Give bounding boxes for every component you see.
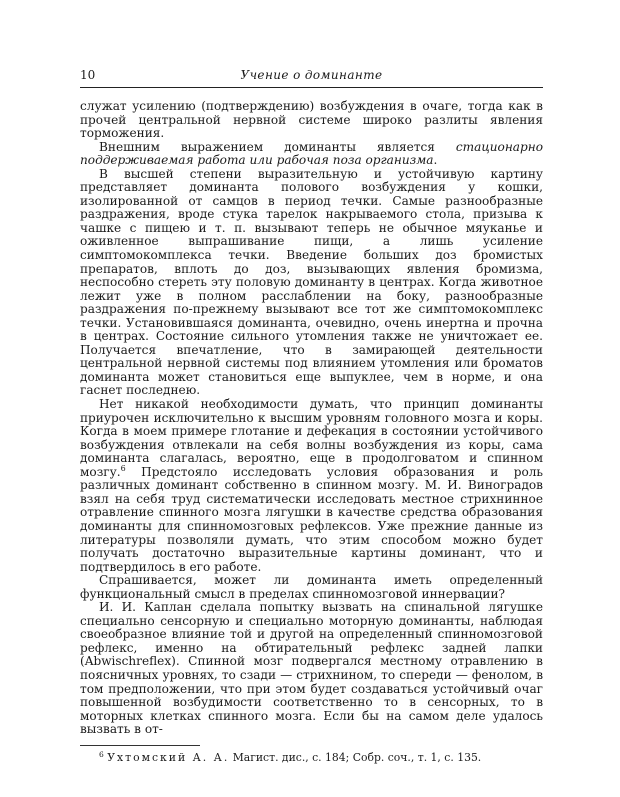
footnote <box>80 751 543 764</box>
book-page <box>80 68 543 764</box>
footnote-divider <box>80 745 200 746</box>
running-title: Учение о доминанте <box>240 68 383 82</box>
paragraph: служат усилению (подтверждению) возбуждения в очаге, тогда как в прочей центральной нервной системе широко разлиты явления торможения. <box>80 99 543 141</box>
body-text <box>80 100 543 737</box>
paragraph: В высшей степени выразительную и устойчивую картину представляет доминанта полового возбуждения у кошки, изолированной от самцов в период течки. Самые разнообразные раздражения, вроде стука тарелок накрываемого стола, призыва к чашке с пищею и т. п. вызывают теперь не обычное мяуканье и оживленное выпрашивание пищи, а лишь усиление симптомокомплекса течки. Введение больших доз бромистых препаратов, вплоть до доз, вызывающих явления бромизма, неспособно стереть эту половую доминанту в центрах. Когда животное лежит уже в полном расслаблении на боку, разнообразные раздражения по-прежнему вызывают все тот же симптомокомплекс течки. Установившаяся доминанта, очевидно, очень инертна и прочна в центрах. Состояние сильного утомления также не уничтожает ее. Получается впечатление, что в замирающей деятельности центральной нервной системы под влиянием утомления или броматов доминанта может становиться еще выпуклее, чем в норме, и она гаснет последнею. <box>80 166 543 398</box>
running-header <box>80 68 543 88</box>
footnote-author: Ухтомский А. А. <box>107 750 230 764</box>
footnote-number: 6 <box>99 749 104 759</box>
emphasis-text: стационарно поддерживаемая работа или рабочая поза организма <box>80 139 543 168</box>
paragraph: Нет никакой необходимости думать, что принцип доминанты приурочен исключительно к высшим уровням головного мозга и коры. Когда в моем примере глотание и дефекация в состоянии устойчивого возбуждения отвлекали на себя волны возбуждения из коры, сама доминанта слагалась, вероятно, еще в продолговатом и спинном мозгу.$^6$ Предстояло исследовать условия образования и роль различных доминант собственно в спинном мозгу. М. И. Виноградов взял на себя труд систематически исследовать местное стрихнинное отравление спинного мозга лягушки в качестве средства образования доминанты для спинномозговых рефлексов. Уже прежние данные из литературы позволяли думать, что этим способом можно будет получать достаточно выразительные картины доминант, что и подтвердилось в его работе. <box>80 397 543 574</box>
paragraph: Внешним выражением доминанты является стационарно поддерживаемая работа или рабочая поза организма. <box>80 139 543 168</box>
paragraph: И. И. Каплан сделала попытку вызвать на спинальной лягушке специально сенсорную и специально моторную доминанты, наблюдая своеобразное влияние той и другой на определенный спинномозговой рефлекс, именно на обтирательный рефлекс задней лапки (Abwischreflex). Спинной мозг подвергался местному отравлению в поясничных уровнях, то сзади — стрихнином, то спереди — фенолом, в том предположении, что при этом будет создаваться устойчивый очаг повышенной возбудимости соответственно то в сенсорных, то в моторных клетках спинного мозга. Если бы на самом деле удалось вызвать в от- <box>80 600 543 737</box>
paragraph: Спрашивается, может ли доминанта иметь определенный функциональный смысл в пределах спинномозговой иннервации? <box>80 573 543 601</box>
page-number: 10 <box>80 68 96 82</box>
footnote-marker[interactable]: 6 <box>120 463 126 473</box>
footnote-text: Магист. дис., с. 184; Собр. соч., т. 1, с. 135. <box>229 750 482 764</box>
